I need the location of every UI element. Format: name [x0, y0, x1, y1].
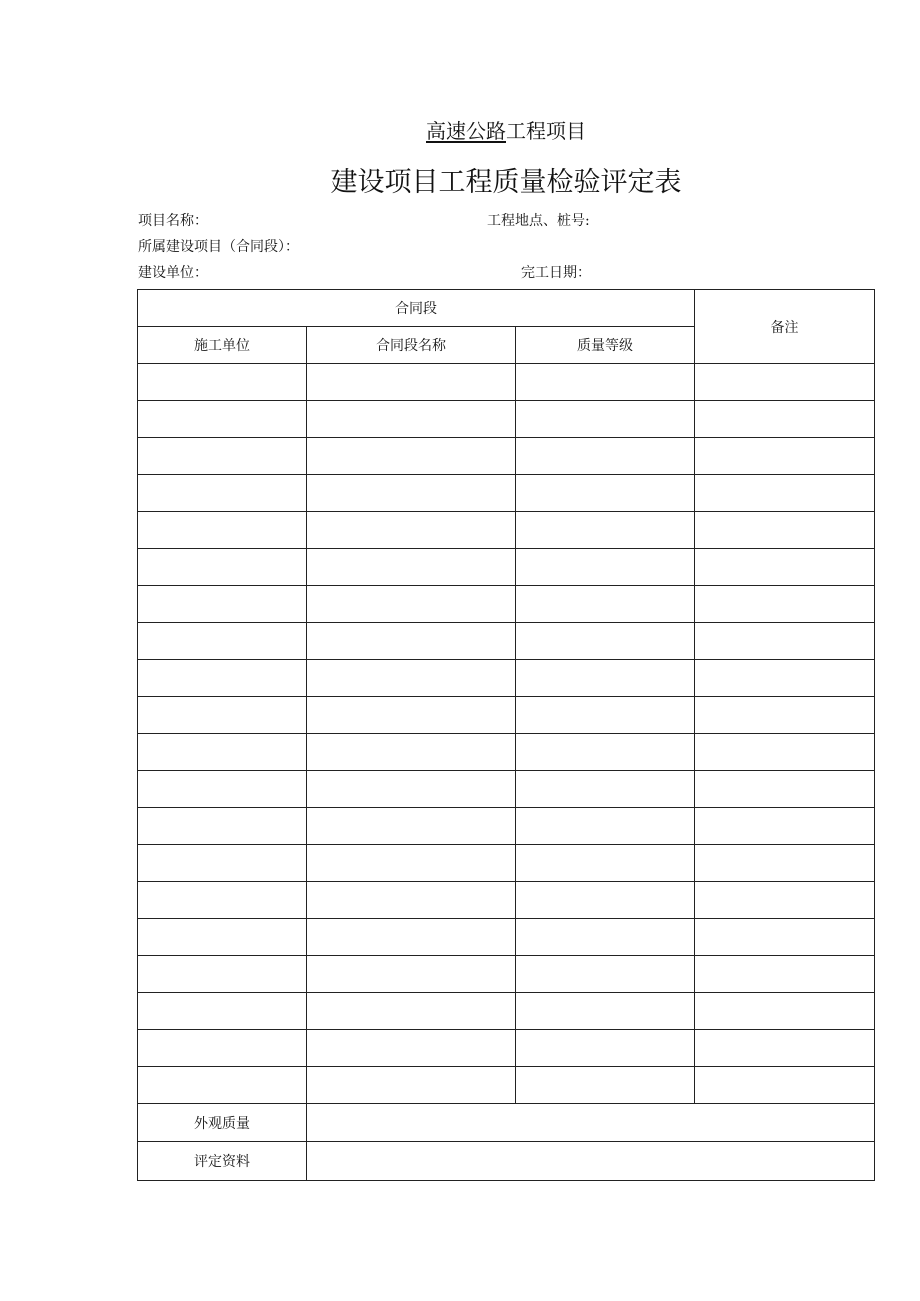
table-row [138, 586, 875, 623]
column-header-contractor: 施工单位 [138, 327, 307, 364]
table-cell[interactable] [516, 364, 695, 401]
table-cell[interactable] [695, 808, 875, 845]
footer-row-label: 评定资料 [138, 1142, 307, 1181]
table-cell[interactable] [138, 956, 307, 993]
table-cell[interactable] [516, 549, 695, 586]
footer-row [138, 1142, 875, 1181]
table-cell[interactable] [138, 401, 307, 438]
table-row [138, 845, 875, 882]
table-row [138, 512, 875, 549]
table-cell[interactable] [307, 401, 516, 438]
table-cell[interactable] [307, 919, 516, 956]
table-row [138, 1030, 875, 1067]
table-cell[interactable] [138, 734, 307, 771]
table-cell[interactable] [307, 660, 516, 697]
table-row [138, 623, 875, 660]
project-type-title [0, 117, 920, 145]
table-cell[interactable] [307, 882, 516, 919]
table-row [138, 697, 875, 734]
table-cell[interactable] [695, 438, 875, 475]
table-cell[interactable] [307, 808, 516, 845]
footer-row-value[interactable] [307, 1104, 875, 1142]
table-cell[interactable] [695, 586, 875, 623]
table-cell[interactable] [516, 993, 695, 1030]
table-row [138, 956, 875, 993]
table-cell[interactable] [695, 364, 875, 401]
table-cell[interactable] [695, 512, 875, 549]
table-cell[interactable] [307, 438, 516, 475]
table-cell[interactable] [695, 845, 875, 882]
table-cell[interactable] [695, 771, 875, 808]
table-cell[interactable] [516, 919, 695, 956]
table-cell[interactable] [138, 1030, 307, 1067]
form-title: 建设项目工程质量检验评定表 [330, 167, 682, 198]
footer-row-value[interactable] [307, 1142, 875, 1181]
table-cell[interactable] [695, 660, 875, 697]
table-row [138, 1067, 875, 1104]
table-cell[interactable] [307, 1030, 516, 1067]
table-cell[interactable] [516, 734, 695, 771]
table-cell[interactable] [695, 882, 875, 919]
table-row [138, 808, 875, 845]
table-cell[interactable] [695, 697, 875, 734]
table-cell[interactable] [138, 586, 307, 623]
table-cell[interactable] [695, 919, 875, 956]
table-cell[interactable] [307, 697, 516, 734]
table-cell[interactable] [516, 808, 695, 845]
project-type-underlined: 高速公路 [426, 119, 506, 143]
table-cell[interactable] [138, 808, 307, 845]
table-row [138, 364, 875, 401]
table-cell[interactable] [307, 586, 516, 623]
table-cell[interactable] [138, 660, 307, 697]
table-cell[interactable] [138, 1067, 307, 1104]
table-cell[interactable] [138, 919, 307, 956]
table-cell[interactable] [138, 845, 307, 882]
table-cell[interactable] [695, 475, 875, 512]
table-cell[interactable] [516, 660, 695, 697]
table-row [138, 734, 875, 771]
table-cell[interactable] [695, 549, 875, 586]
table-row [138, 993, 875, 1030]
table-header-row [138, 290, 875, 327]
table-cell[interactable] [695, 401, 875, 438]
table-cell[interactable] [138, 364, 307, 401]
project-type-suffix: 工程项目 [506, 119, 586, 143]
contract-section-header: 合同段 [138, 290, 695, 327]
table-cell[interactable] [516, 438, 695, 475]
table-cell[interactable] [138, 475, 307, 512]
table-cell[interactable] [138, 771, 307, 808]
table-cell[interactable] [516, 1067, 695, 1104]
table-cell[interactable] [516, 401, 695, 438]
table-cell[interactable] [516, 623, 695, 660]
parent-project-label: 所属建设项目（合同段）： [138, 239, 299, 255]
table-cell[interactable] [138, 623, 307, 660]
table-cell[interactable] [695, 623, 875, 660]
table-cell[interactable] [307, 771, 516, 808]
table-row [138, 549, 875, 586]
evaluation-table [137, 289, 875, 1181]
table-cell[interactable] [516, 512, 695, 549]
column-header-quality-grade: 质量等级 [516, 327, 695, 364]
table-row [138, 438, 875, 475]
table-cell[interactable] [138, 512, 307, 549]
construction-unit-label: 建设单位： [138, 265, 208, 281]
table-cell[interactable] [516, 771, 695, 808]
table-cell[interactable] [516, 956, 695, 993]
table-cell[interactable] [516, 697, 695, 734]
column-header-section-name: 合同段名称 [307, 327, 516, 364]
table-cell[interactable] [695, 1030, 875, 1067]
table-cell[interactable] [516, 475, 695, 512]
location-label: 工程地点、桩号: [487, 213, 590, 229]
table-cell[interactable] [695, 734, 875, 771]
project-name-label: 项目名称： [138, 213, 208, 229]
table-row [138, 771, 875, 808]
footer-row-label: 外观质量 [138, 1104, 307, 1142]
table-cell[interactable] [138, 438, 307, 475]
table-cell[interactable] [516, 845, 695, 882]
table-row [138, 882, 875, 919]
table-cell[interactable] [138, 549, 307, 586]
table-cell[interactable] [138, 882, 307, 919]
table-cell[interactable] [307, 956, 516, 993]
table-cell[interactable] [695, 1067, 875, 1104]
table-row [138, 919, 875, 956]
table-cell[interactable] [695, 956, 875, 993]
table-row [138, 401, 875, 438]
table-cell[interactable] [307, 475, 516, 512]
table-cell[interactable] [516, 882, 695, 919]
table-cell[interactable] [516, 586, 695, 623]
footer-row [138, 1104, 875, 1142]
table-cell[interactable] [307, 845, 516, 882]
table-cell[interactable] [695, 993, 875, 1030]
remark-header: 备注 [695, 290, 875, 364]
table-row [138, 475, 875, 512]
table-cell[interactable] [307, 1067, 516, 1104]
table-cell[interactable] [307, 549, 516, 586]
table-cell[interactable] [307, 623, 516, 660]
table-row [138, 660, 875, 697]
table-cell[interactable] [138, 993, 307, 1030]
table-cell[interactable] [516, 1030, 695, 1067]
completion-date-label: 完工日期： [521, 265, 591, 281]
table-cell[interactable] [307, 364, 516, 401]
table-cell[interactable] [307, 993, 516, 1030]
table-cell[interactable] [307, 734, 516, 771]
table-cell[interactable] [307, 512, 516, 549]
table-cell[interactable] [138, 697, 307, 734]
